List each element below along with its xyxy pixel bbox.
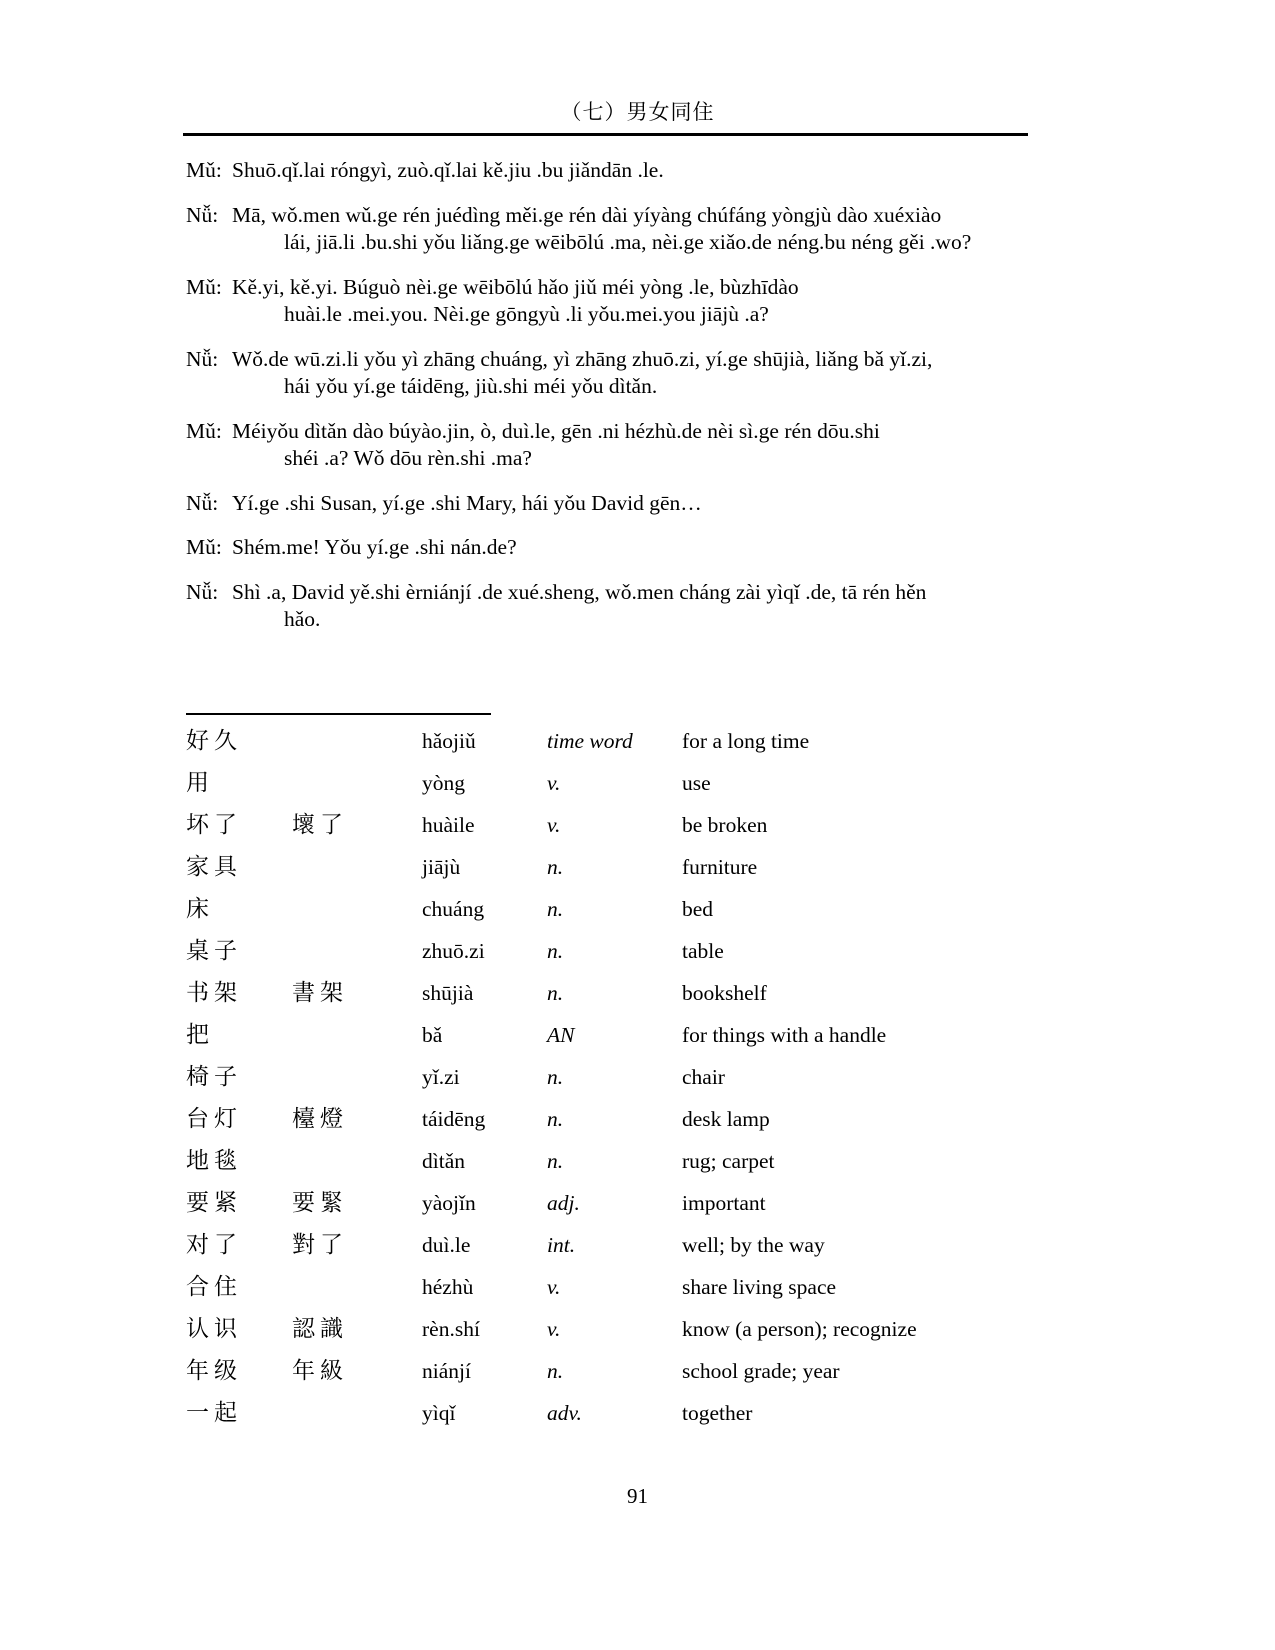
- vocab-part-of-speech: time word: [547, 729, 633, 753]
- dialogue-line: [186, 202, 1034, 260]
- page-header-title: （七）男女同住: [560, 100, 715, 124]
- dialogue-speaker: Mǔ:: [186, 418, 222, 443]
- vocab-definition: rug; carpet: [682, 1149, 775, 1173]
- vocabulary-divider: [186, 713, 491, 715]
- vocab-definition: well; by the way: [682, 1233, 825, 1257]
- vocab-definition: furniture: [682, 855, 758, 879]
- vocab-definition: school grade; year: [682, 1359, 840, 1383]
- dialogue-text: [232, 160, 1034, 188]
- dialogue-line: [186, 537, 1034, 565]
- vocab-pinyin: hézhù: [422, 1275, 474, 1299]
- table-row: [186, 814, 1036, 856]
- table-row: [186, 1318, 1036, 1360]
- dialogue-text-line: hái yǒu yí.ge táidēng, jiù.shi méi yǒu dìtǎn.: [284, 374, 658, 398]
- dialogue-text: [232, 346, 1034, 404]
- vocab-pinyin: rèn.shí: [422, 1317, 480, 1341]
- vocab-part-of-speech: n.: [547, 939, 564, 963]
- vocab-pinyin: yìqǐ: [422, 1401, 456, 1425]
- vocab-traditional: 壞了: [292, 812, 348, 838]
- vocab-simplified: 地毯: [186, 1148, 242, 1174]
- vocab-traditional: [292, 1150, 422, 1192]
- dialogue-text: [232, 274, 1034, 332]
- table-row: [186, 898, 1036, 940]
- vocab-part-of-speech: v.: [547, 1317, 561, 1341]
- vocab-simplified: 台灯: [186, 1106, 242, 1132]
- table-row: [186, 940, 1036, 982]
- vocab-definition: together: [682, 1401, 753, 1425]
- vocab-part-of-speech: n.: [547, 981, 564, 1005]
- vocab-simplified: 用: [186, 770, 214, 796]
- table-row: [186, 1024, 1036, 1066]
- vocab-pinyin: táidēng: [422, 1107, 486, 1131]
- vocab-pinyin: hǎojiǔ: [422, 729, 476, 753]
- dialogue-section: [186, 160, 1034, 654]
- table-row: [186, 982, 1036, 1024]
- dialogue-text-line: Yí.ge .shi Susan, yí.ge .shi Mary, hái yǒu David gēn…: [232, 490, 702, 515]
- dialogue-speaker: Nǚ:: [186, 202, 219, 227]
- vocab-part-of-speech: adj.: [547, 1191, 580, 1215]
- vocab-simplified: 椅子: [186, 1064, 242, 1090]
- table-row: [186, 1276, 1036, 1318]
- vocab-traditional: 書架: [292, 980, 348, 1006]
- vocab-traditional: [292, 730, 422, 772]
- dialogue-line: [186, 274, 1034, 332]
- vocab-simplified: 家具: [186, 854, 242, 880]
- vocab-traditional: [292, 772, 422, 814]
- vocab-definition: share living space: [682, 1275, 837, 1299]
- dialogue-text-line: Wǒ.de wū.zi.li yǒu yì zhāng chuáng, yì zhāng zhuō.zi, yí.ge shūjià, liǎng bǎ yǐ.zi,: [232, 346, 933, 371]
- dialogue-text-line: Shuō.qǐ.lai róngyì, zuò.qǐ.lai kě.jiu .bu jiǎndān .le.: [232, 158, 664, 182]
- vocab-simplified: 对了: [186, 1232, 242, 1258]
- table-row: [186, 1192, 1036, 1234]
- vocab-simplified: 好久: [186, 728, 242, 754]
- vocab-simplified: 坏了: [186, 812, 242, 838]
- page-number: 91: [627, 1484, 648, 1508]
- vocab-simplified: 把: [186, 1022, 214, 1048]
- dialogue-line: [186, 346, 1034, 404]
- vocab-part-of-speech: AN: [547, 1023, 575, 1047]
- dialogue-speaker: Mǔ:: [186, 535, 222, 559]
- vocab-pinyin: shūjià: [422, 981, 474, 1005]
- dialogue-text: [232, 490, 1034, 521]
- vocabulary-table: [186, 730, 1036, 1444]
- vocab-pinyin: jiājù: [422, 855, 461, 879]
- table-row: [186, 856, 1036, 898]
- vocab-simplified: 床: [186, 896, 214, 922]
- vocab-simplified: 一起: [186, 1400, 242, 1426]
- vocab-definition: for things with a handle: [682, 1023, 887, 1047]
- vocab-definition: important: [682, 1191, 766, 1215]
- vocab-definition: be broken: [682, 813, 768, 837]
- dialogue-text: [232, 418, 1034, 476]
- vocab-pinyin: zhuō.zi: [422, 939, 485, 963]
- dialogue-line: [186, 579, 1034, 637]
- dialogue-text-line: huài.le .mei.you. Nèi.ge gōngyù .li yǒu.mei.you jiājù .a?: [284, 302, 769, 326]
- dialogue-speaker: Mǔ:: [186, 274, 222, 299]
- dialogue-line: [186, 418, 1034, 476]
- vocab-pinyin: dìtǎn: [422, 1149, 465, 1173]
- vocab-pinyin: chuáng: [422, 897, 485, 921]
- dialogue-line: [186, 160, 1034, 188]
- vocab-simplified: 要紧: [186, 1190, 242, 1216]
- vocab-traditional: [292, 1066, 422, 1108]
- table-row: [186, 730, 1036, 772]
- dialogue-text: [232, 579, 1034, 637]
- vocab-part-of-speech: adv.: [547, 1401, 582, 1425]
- vocab-pinyin: niánjí: [422, 1359, 471, 1383]
- dialogue-speaker: Nǚ:: [186, 579, 219, 604]
- vocab-definition: use: [682, 771, 711, 795]
- dialogue-text: [232, 202, 1034, 260]
- dialogue-speaker: Mǔ:: [186, 158, 222, 182]
- dialogue-text: [232, 537, 1034, 565]
- dialogue-text-line: Kě.yi, kě.yi. Búguò nèi.ge wēibōlú hǎo jiǔ méi yòng .le, bùzhīdào: [232, 274, 799, 299]
- dialogue-speaker: Nǚ:: [186, 490, 219, 515]
- vocab-traditional: [292, 898, 422, 940]
- table-row: [186, 1360, 1036, 1402]
- vocab-part-of-speech: v.: [547, 813, 561, 837]
- table-row: [186, 1402, 1036, 1444]
- header-divider: [183, 133, 1028, 136]
- vocab-definition: bed: [682, 897, 714, 921]
- dialogue-text-line: Shì .a, David yě.shi èrniánjí .de xué.sheng, wǒ.men cháng zài yìqǐ .de, tā rén hěn: [232, 579, 927, 604]
- vocab-traditional: 年級: [292, 1358, 348, 1384]
- table-row: [186, 1150, 1036, 1192]
- vocab-simplified: 合住: [186, 1274, 242, 1300]
- vocab-traditional: [292, 1276, 422, 1318]
- vocab-part-of-speech: n.: [547, 855, 564, 879]
- table-row: [186, 1108, 1036, 1150]
- vocab-definition: know (a person); recognize: [682, 1317, 917, 1341]
- table-row: [186, 1066, 1036, 1108]
- vocab-traditional: [292, 856, 422, 898]
- vocab-traditional: [292, 1024, 422, 1066]
- vocab-traditional: 要緊: [292, 1190, 348, 1216]
- dialogue-text-line: Méiyǒu dìtǎn dào búyào.jin, ò, duì.le, gēn .ni hézhù.de nèi sì.ge rén dōu.shi: [232, 418, 880, 443]
- vocab-part-of-speech: v.: [547, 771, 561, 795]
- vocab-traditional: 檯燈: [292, 1106, 348, 1132]
- table-row: [186, 1234, 1036, 1276]
- dialogue-text-line: hǎo.: [284, 607, 321, 631]
- vocab-definition: chair: [682, 1065, 725, 1089]
- vocab-pinyin: bǎ: [422, 1023, 443, 1047]
- vocab-definition: desk lamp: [682, 1107, 770, 1131]
- vocab-traditional: 對了: [292, 1232, 348, 1258]
- vocab-part-of-speech: int.: [547, 1233, 576, 1257]
- dialogue-speaker: Nǚ:: [186, 346, 219, 371]
- vocab-simplified: 年级: [186, 1358, 242, 1384]
- vocab-part-of-speech: n.: [547, 1065, 564, 1089]
- vocab-traditional: [292, 1402, 422, 1444]
- vocab-simplified: 书架: [186, 980, 242, 1006]
- vocab-traditional: [292, 940, 422, 982]
- vocab-part-of-speech: n.: [547, 1359, 564, 1383]
- vocab-part-of-speech: n.: [547, 897, 564, 921]
- vocab-definition: for a long time: [682, 729, 810, 753]
- vocab-pinyin: duì.le: [422, 1233, 471, 1257]
- dialogue-text-line: Mā, wǒ.men wǔ.ge rén juédìng měi.ge rén dài yíyàng chúfáng yòngjù dào xuéxiào: [232, 202, 942, 227]
- vocab-definition: bookshelf: [682, 981, 767, 1005]
- vocab-pinyin: yòng: [422, 771, 465, 795]
- vocab-part-of-speech: n.: [547, 1149, 564, 1173]
- vocab-pinyin: yǐ.zi: [422, 1065, 460, 1089]
- vocab-traditional: 認識: [292, 1316, 348, 1342]
- dialogue-line: [186, 490, 1034, 521]
- vocab-simplified: 桌子: [186, 938, 242, 964]
- vocab-definition: table: [682, 939, 724, 963]
- dialogue-text-line: Shém.me! Yǒu yí.ge .shi nán.de?: [232, 535, 517, 559]
- vocab-pinyin: huàile: [422, 813, 475, 837]
- vocab-part-of-speech: n.: [547, 1107, 564, 1131]
- dialogue-text-line: shéi .a? Wǒ dōu rèn.shi .ma?: [284, 446, 532, 470]
- dialogue-text-line: lái, jiā.li .bu.shi yǒu liǎng.ge wēibōlú .ma, nèi.ge xiǎo.de néng.bu néng gěi .wo?: [284, 230, 972, 254]
- vocab-part-of-speech: v.: [547, 1275, 561, 1299]
- table-row: [186, 772, 1036, 814]
- vocab-simplified: 认识: [186, 1316, 242, 1342]
- vocab-pinyin: yàojǐn: [422, 1191, 476, 1215]
